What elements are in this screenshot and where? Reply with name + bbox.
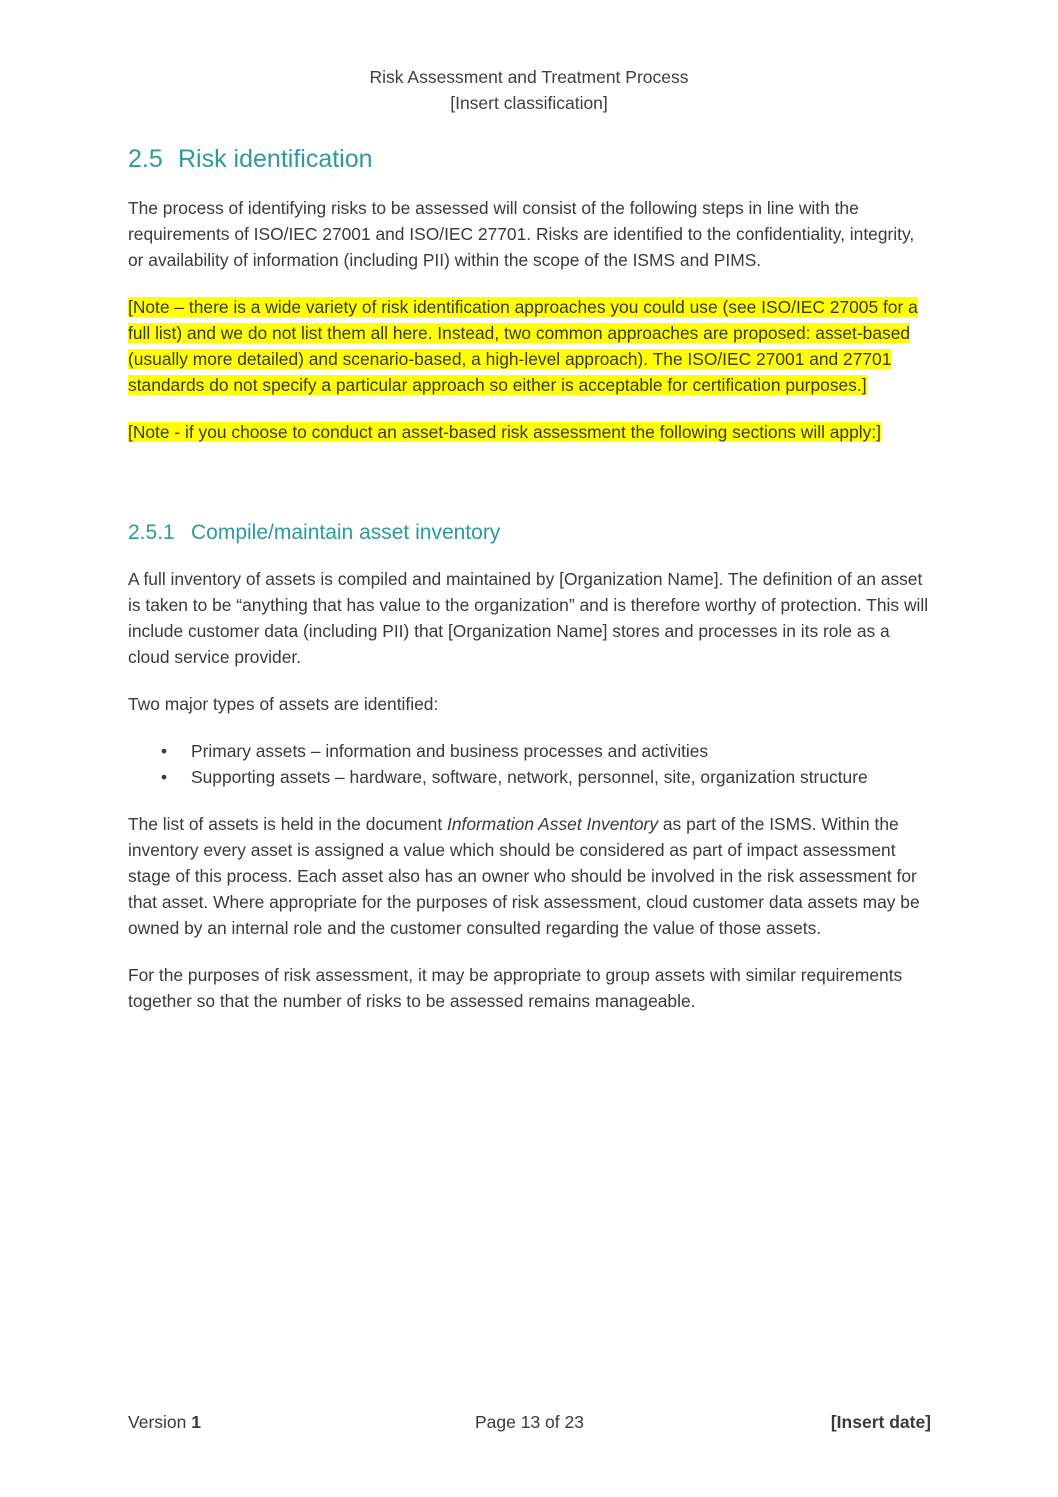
section-intro-paragraph: The process of identifying risks to be assessed will consist of the following steps in line with the requirements of ISO/IEC 27001 and ISO/IEC 27701. Risks are identified to the confidentiality, integrity, or availability of information (including PII) within the scope of the ISMS and PIMS.: [128, 198, 915, 270]
classification-label: [Insert classification]: [450, 93, 608, 113]
list-item: [161, 738, 931, 764]
subsection-title: Compile/maintain asset inventory: [191, 521, 501, 544]
list-item-text: Primary assets – information and business processes and activities: [191, 741, 709, 761]
bullet-icon: •: [161, 767, 168, 787]
list-item-text: Supporting assets – hardware, software, network, personnel, site, organization structure: [191, 767, 868, 787]
page-header: [0, 64, 1058, 116]
section-heading: [128, 142, 931, 176]
asset-types-list: [128, 738, 931, 790]
date-placeholder: [Insert date]: [830, 1412, 931, 1432]
bullet-icon: •: [161, 741, 168, 761]
document-reference: Information Asset Inventory: [447, 814, 659, 834]
subsection-heading: [128, 518, 931, 548]
highlighted-note-2: [Note - if you choose to conduct an asset-based risk assessment the following sections will apply:]: [128, 422, 882, 442]
version-label: Version: [128, 1412, 192, 1432]
highlighted-note-1: [Note – there is a wide variety of risk identification approaches you could use (see ISO/IEC 27005 for a full list) and we do not list them all here. Instead, two common approaches are proposed: asset-based (usually more detailed) and scenario-based, a high-level approach). The ISO/IEC 27001 and 27701 standards do not specify a particular approach so either is acceptable for certification purposes.]: [128, 297, 918, 395]
asset-list-paragraph: [128, 811, 931, 941]
list-item: [161, 764, 931, 790]
note-paragraph-2: [128, 419, 931, 445]
note-paragraph-1: [128, 294, 931, 398]
grouping-paragraph: For the purposes of risk assessment, it may be appropriate to group assets with similar requirements together so that the number of risks to be assessed remains manageable.: [128, 965, 903, 1011]
version-number: 1: [191, 1412, 201, 1432]
page-number: Page 13 of 23: [475, 1412, 584, 1432]
page-footer: [128, 1408, 931, 1436]
document-title: Risk Assessment and Treatment Process: [369, 67, 689, 87]
asset-types-intro: Two major types of assets are identified:: [128, 694, 439, 714]
inventory-paragraph: A full inventory of assets is compiled and maintained by [Organization Name]. The definition of an asset is taken to be “anything that has value to the organization” and is therefore worthy of protection. This will include customer data (including PII) that [Organization Name] stores and processes in its role as a cloud service provider.: [128, 569, 929, 667]
asset-list-text-post: as part of the ISMS. Within the inventory every asset is assigned a value which should be considered as part of impact assessment stage of this process. Each asset also has an owner who should be involved in the risk assessment for that asset. Where appropriate for the purposes of risk assessment, cloud customer data assets may be owned by an internal role and the customer consulted regarding the value of those assets.: [128, 814, 920, 938]
section-number: 2.5: [128, 145, 163, 173]
asset-list-text-pre: The list of assets is held in the document: [128, 814, 447, 834]
section-title: Risk identification: [178, 145, 373, 173]
subsection-number: 2.5.1: [128, 521, 175, 544]
main-content: [128, 142, 931, 1035]
